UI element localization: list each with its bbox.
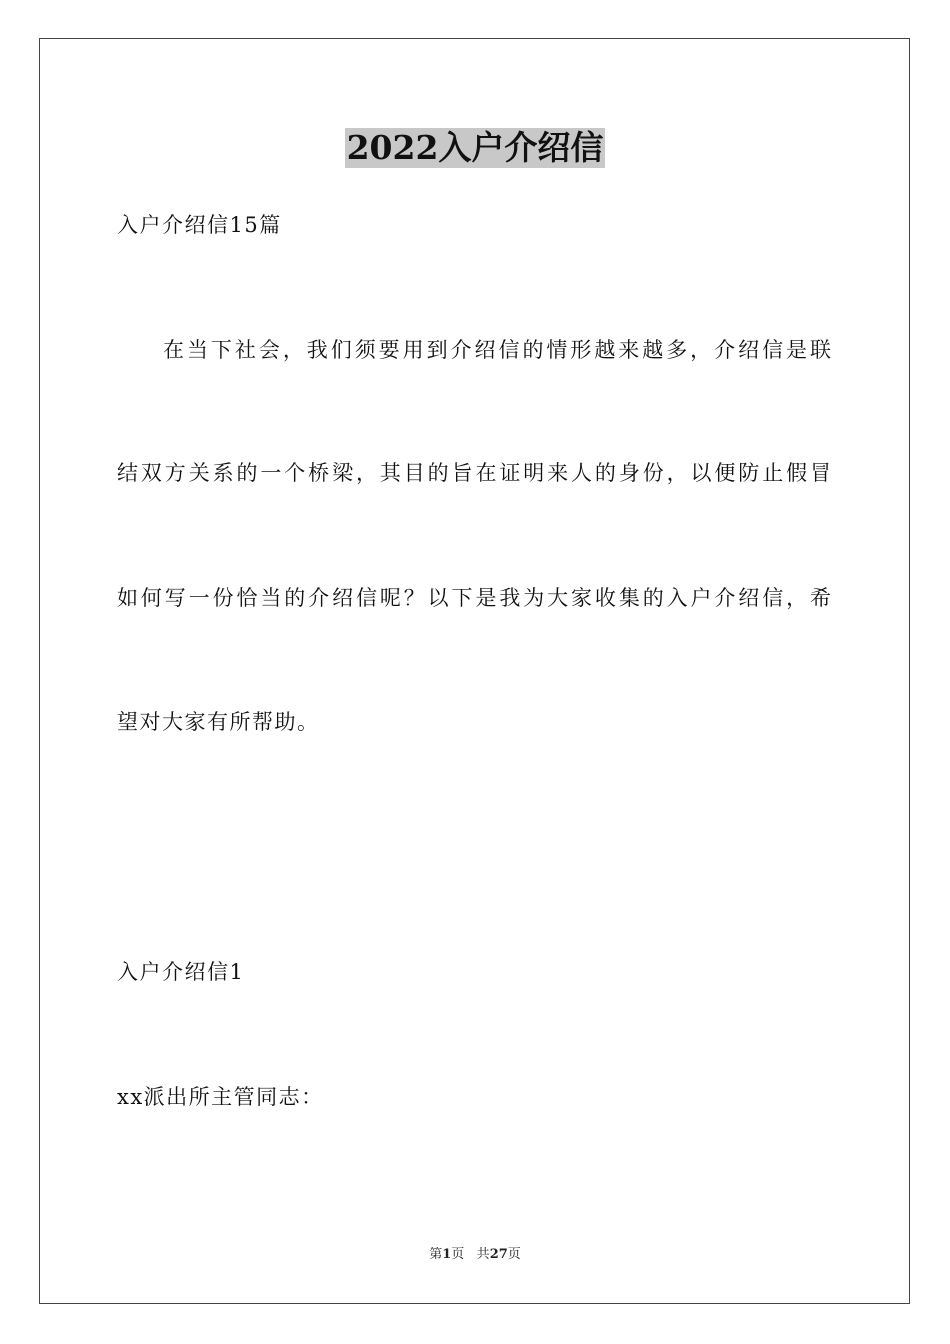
salutation: xx派出所主管同志： [117,1085,324,1109]
footer-page-suffix: 页 [451,1247,465,1262]
footer-page-total: 27 [489,1247,508,1262]
footer-page-current: 1 [442,1247,452,1262]
title-container [0,128,950,168]
document-subtitle: 入户介绍信15篇 [117,213,282,237]
intro-line-4: 望对大家有所帮助。 [117,710,320,734]
intro-line-3: 如何写一份恰当的介绍信呢？以下是我为大家收集的入户介绍信，希 [117,586,831,610]
intro-line-1: 在当下社会，我们须要用到介绍信的情形越来越多，介绍信是联 [163,338,831,362]
footer-page-prefix: 第 [429,1247,443,1262]
page-footer [0,1246,950,1264]
footer-total-suffix: 页 [507,1247,521,1262]
intro-line-2: 结双方关系的一个桥梁，其目的旨在证明来人的身份，以便防止假冒 [117,461,831,485]
document-title: 2022入户介绍信 [346,128,604,167]
section-heading: 入户介绍信1 [117,960,245,984]
footer-total-prefix: 共 [476,1247,490,1262]
